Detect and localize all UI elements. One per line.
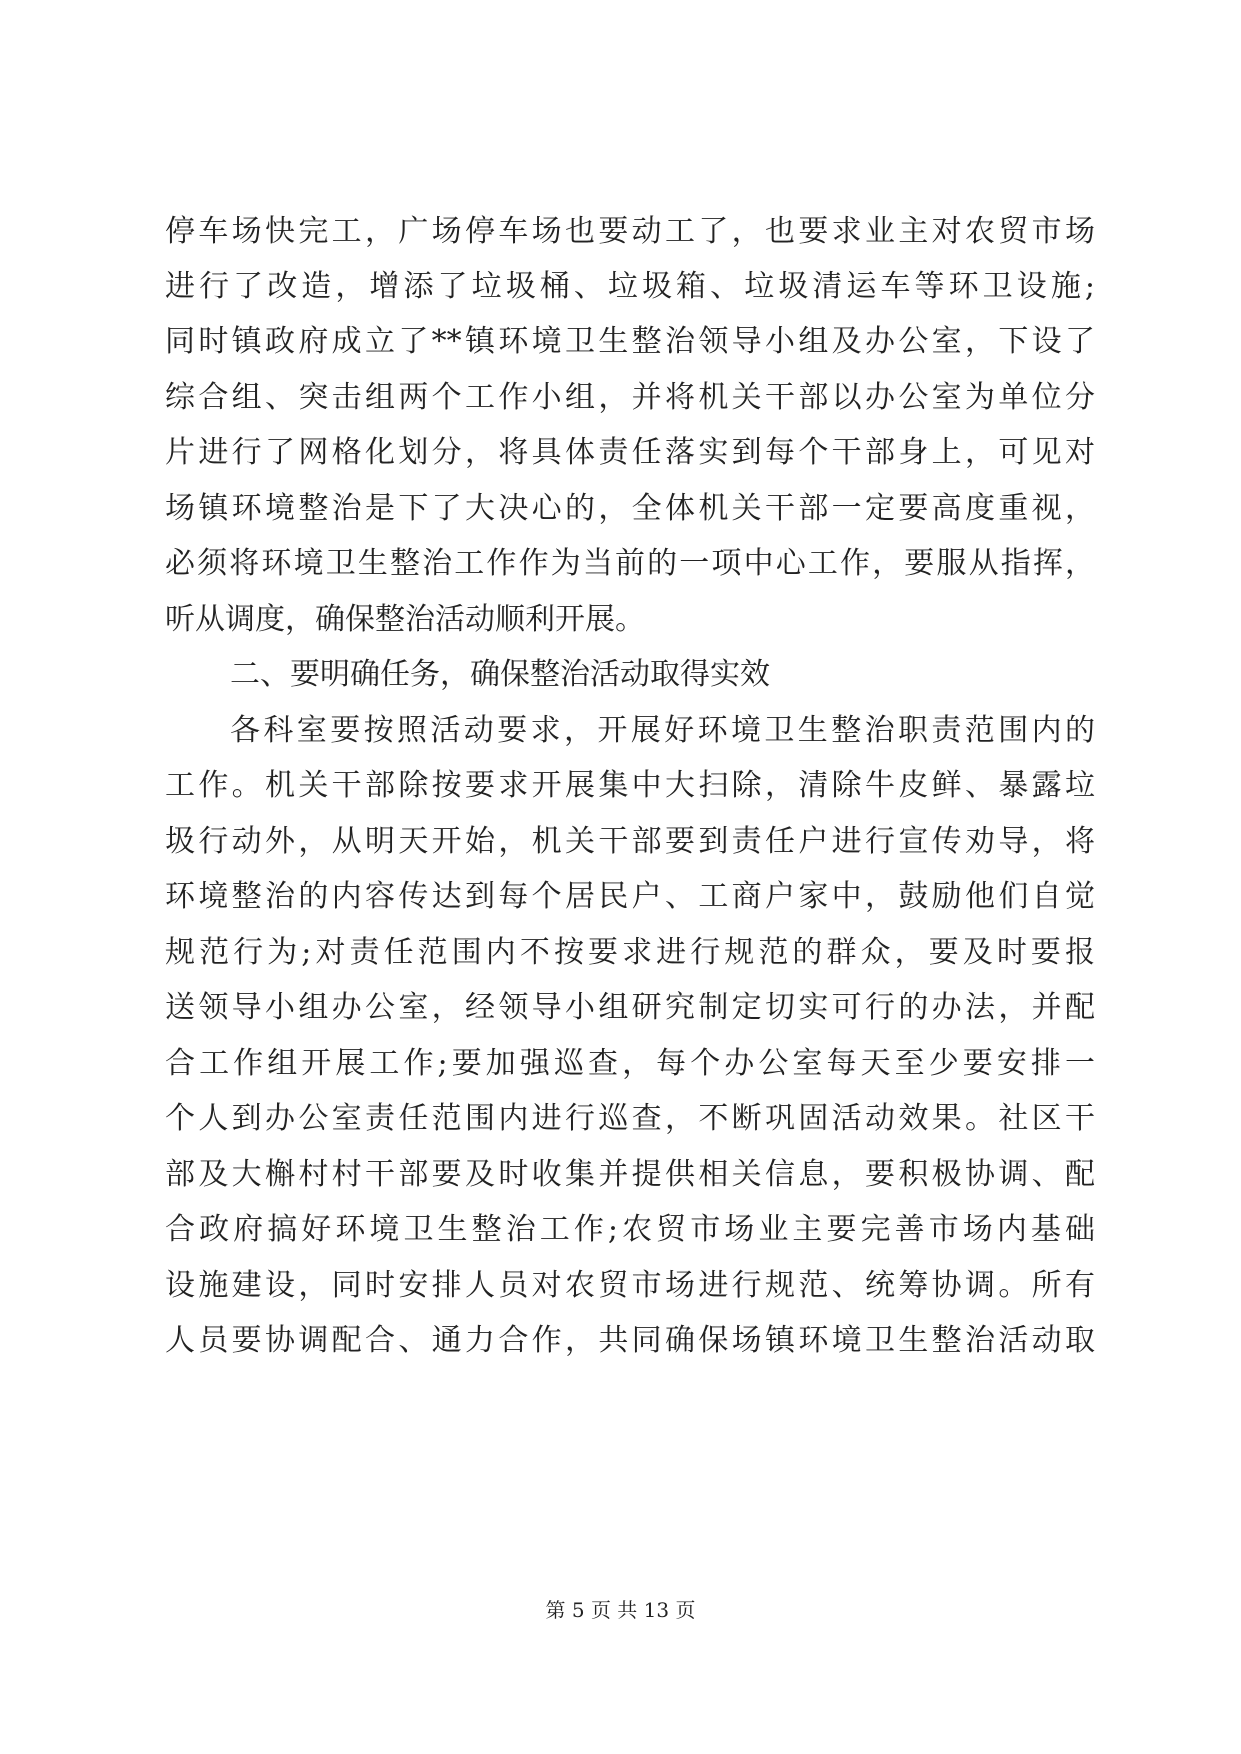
section-heading: 二、要明确任务，确保整治活动取得实效 [230,657,770,692]
text-line: 送领导小组办公室，经领导小组研究制定切实可行的办法，并配 [165,990,1095,1025]
text-line: 人员要协调配合、通力合作，共同确保场镇环境卫生整治活动取 [165,1323,1095,1358]
text-line: 合工作组开展工作;要加强巡查，每个办公室每天至少要安排一 [165,1046,1095,1081]
text-line: 停车场快完工，广场停车场也要动工了，也要求业主对农贸市场 [165,214,1095,249]
text-line: 环境整治的内容传达到每个居民户、工商户家中，鼓励他们自觉 [165,879,1095,914]
text-line: 设施建设，同时安排人员对农贸市场进行规范、统筹协调。所有 [165,1268,1095,1303]
text-line: 合政府搞好环境卫生整治工作;农贸市场业主要完善市场内基础 [165,1212,1095,1247]
text-line: 必须将环境卫生整治工作作为当前的一项中心工作，要服从指挥， [165,546,1095,581]
text-line: 个人到办公室责任范围内进行巡查，不断巩固活动效果。社区干 [165,1101,1095,1136]
text-line: 综合组、突击组两个工作小组，并将机关干部以办公室为单位分 [165,380,1095,415]
text-line: 同时镇政府成立了**镇环境卫生整治领导小组及办公室，下设了 [165,324,1095,359]
text-line: 片进行了网格化划分，将具体责任落实到每个干部身上，可见对 [165,435,1095,470]
text-line: 圾行动外，从明天开始，机关干部要到责任户进行宣传劝导，将 [165,824,1095,859]
page-number-footer: 第 5 页 共 13 页 [545,1598,696,1622]
text-line: 部及大槲村村干部要及时收集并提供相关信息，要积极协调、配 [165,1157,1095,1192]
text-line: 进行了改造，增添了垃圾桶、垃圾箱、垃圾清运车等环卫设施; [165,269,1095,304]
text-line: 听从调度，确保整治活动顺利开展。 [165,602,645,637]
text-line: 场镇环境整治是下了大决心的，全体机关干部一定要高度重视， [165,491,1095,526]
text-line: 规范行为;对责任范围内不按要求进行规范的群众，要及时要报 [165,935,1095,970]
text-line: 工作。机关干部除按要求开展集中大扫除，清除牛皮鲜、暴露垃 [165,768,1095,803]
text-line: 各科室要按照活动要求，开展好环境卫生整治职责范围内的 [230,713,1095,748]
